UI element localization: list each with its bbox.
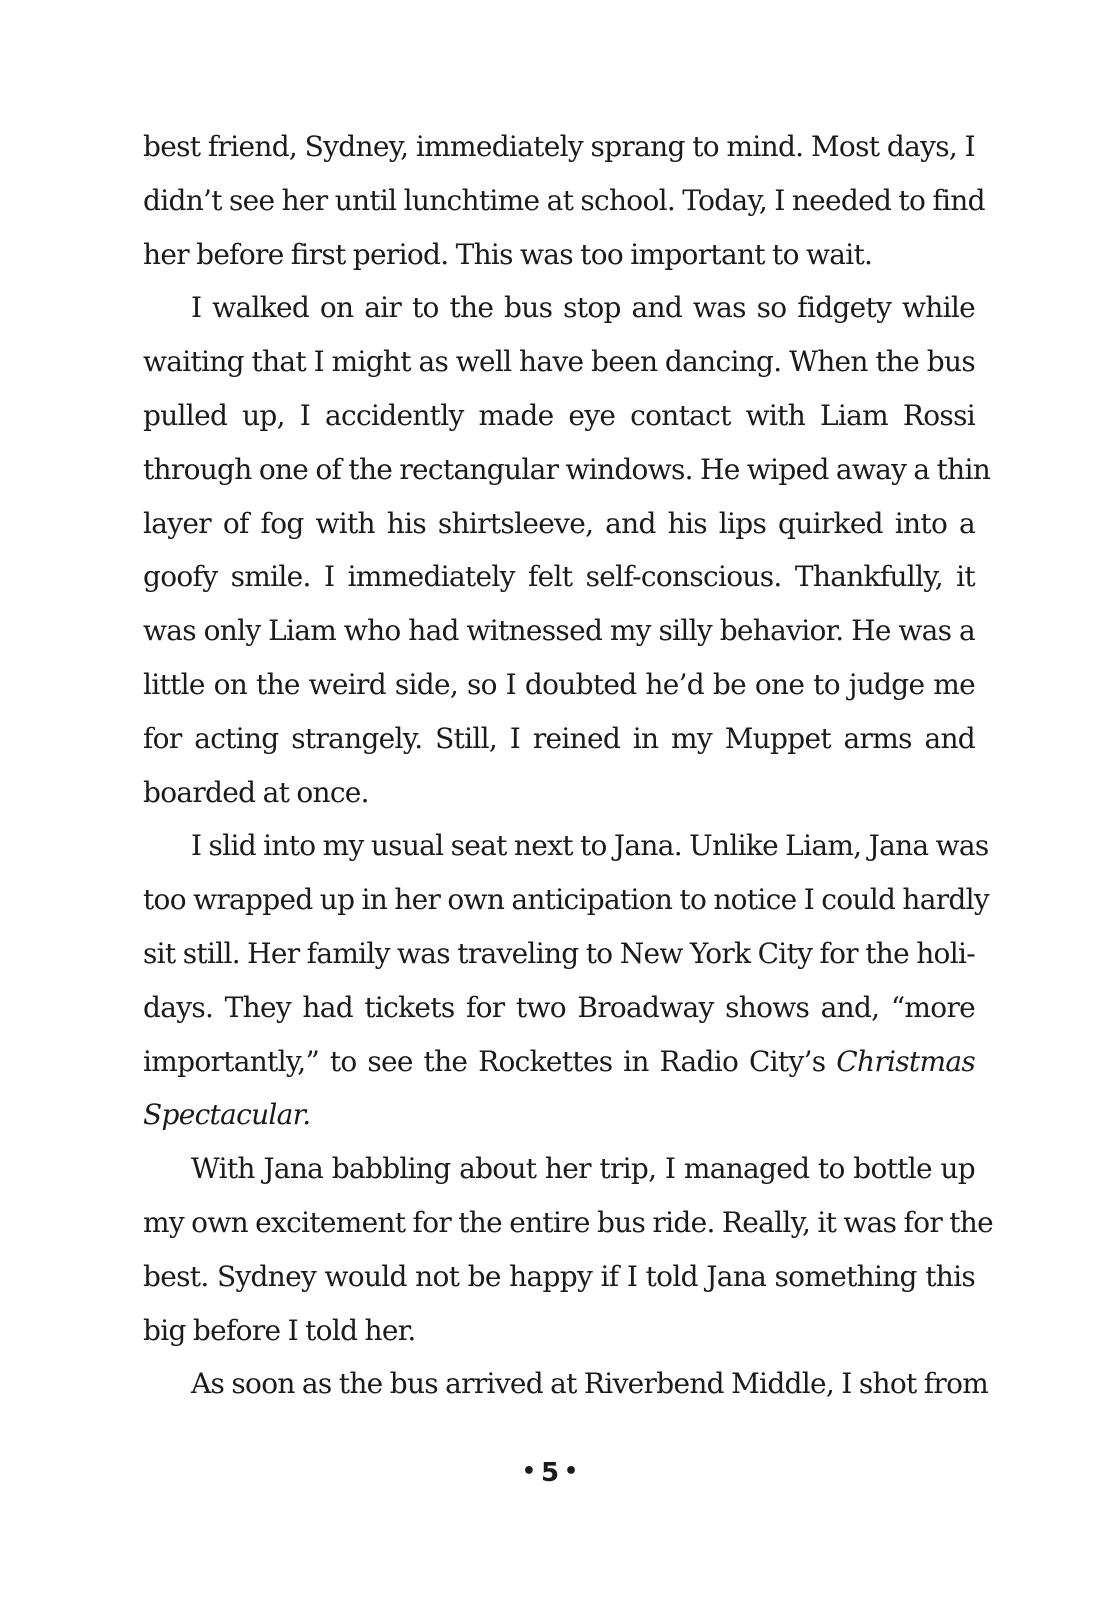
text-line: days. They had tickets for two Broadway shows and, “more xyxy=(143,990,975,1024)
text-line: best friend, Sydney, immediately sprang to mind. Most days, I xyxy=(143,130,975,163)
text-line: best. Sydney would not be happy if I told Jana something this xyxy=(143,1259,975,1293)
bullet-right: • xyxy=(564,1459,580,1484)
text-line: was only Liam who had witnessed my silly behavior. He was a xyxy=(143,614,975,648)
text-line: through one of the rectangular windows. He wiped away a thin xyxy=(143,452,991,486)
text-line: As soon as the bus arrived at Riverbend Middle, I shot from xyxy=(191,1367,989,1401)
book-title-italic: Christmas xyxy=(836,1044,975,1078)
text-line: my own excitement for the entire bus ride. Really, it was for the xyxy=(143,1205,993,1239)
text-line: With Jana babbling about her trip, I managed to bottle up xyxy=(191,1152,975,1186)
text-line-roman: importantly,” to see the Rockettes in Radio City’s xyxy=(143,1044,837,1078)
text-line: didn’t see her until lunchtime at school. Today, I needed to find xyxy=(143,183,985,217)
page-number: 5 xyxy=(540,1458,561,1488)
body-text xyxy=(143,120,993,1411)
page-footer xyxy=(0,1458,1101,1488)
book-title-italic: Spectacular. xyxy=(143,1098,311,1132)
text-line: her before first period. This was too important to wait. xyxy=(143,237,873,271)
text-line: big before I told her. xyxy=(143,1313,416,1347)
text-line: boarded at once. xyxy=(143,775,369,809)
text-line: goofy smile. I immediately felt self-conscious. Thankfully, it xyxy=(143,560,975,594)
text-line: pulled up, I accidently made eye contact with Liam Rossi xyxy=(143,398,975,432)
text-line: sit still. Her family was traveling to New York City for the holi- xyxy=(143,936,975,970)
bullet-left: • xyxy=(521,1459,537,1484)
text-line: waiting that I might as well have been dancing. When the bus xyxy=(143,345,975,379)
text-line: too wrapped up in her own anticipation to notice I could hardly xyxy=(143,883,990,917)
text-line: layer of fog with his shirtsleeve, and his lips quirked into a xyxy=(143,506,975,540)
text-line: I slid into my usual seat next to Jana. Unlike Liam, Jana was xyxy=(191,829,989,863)
text-line: I walked on air to the bus stop and was so fidgety while xyxy=(191,291,975,325)
text-line: little on the weird side, so I doubted he’d be one to judge me xyxy=(143,667,975,701)
text-line xyxy=(143,1088,975,1142)
text-line: for acting strangely. Still, I reined in my Muppet arms and xyxy=(143,721,975,755)
text-line xyxy=(143,1035,975,1089)
